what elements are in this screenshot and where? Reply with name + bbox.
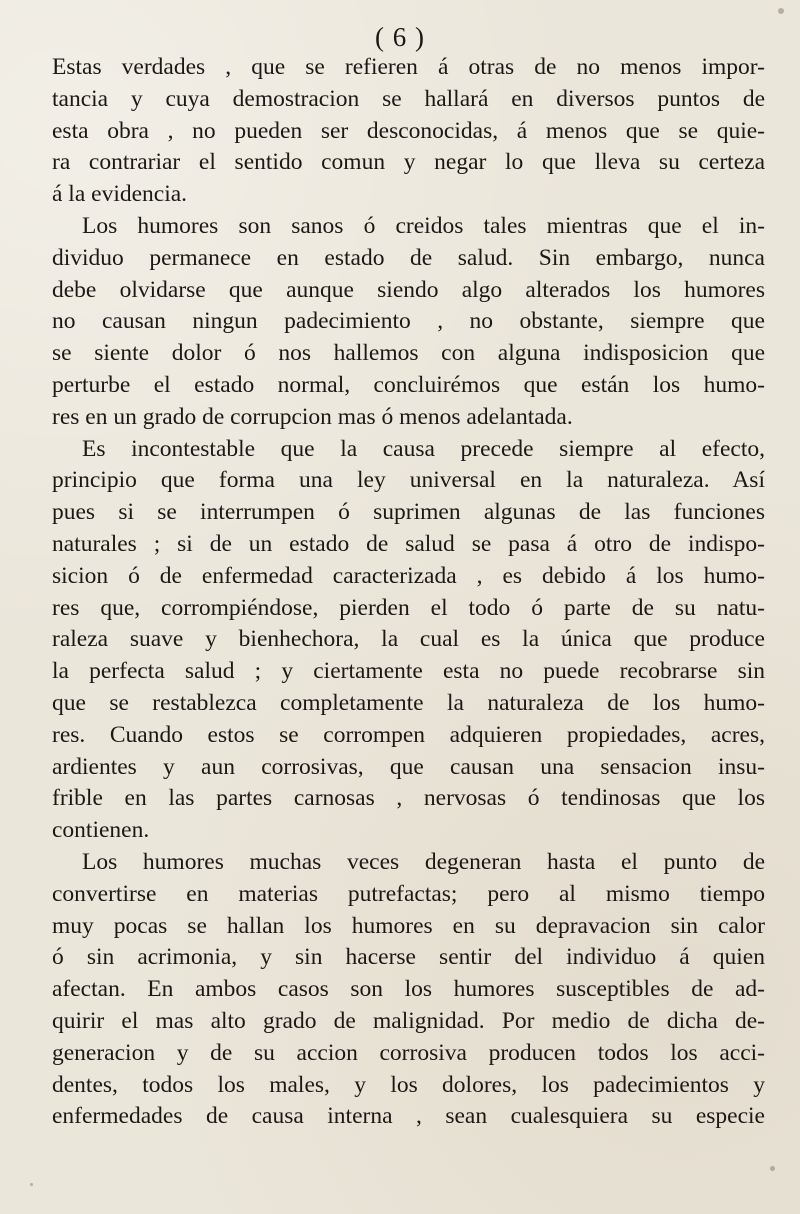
paragraph-start-line: Los humores son sanos ó creidos tales mientras que el in- — [82, 212, 765, 239]
paragraph-end-line: contienen. — [52, 817, 150, 844]
text-line: convertirse en materias putrefactas; pero al mismo tiempo — [52, 880, 765, 907]
text-line: debe olvidarse que aunque siendo algo alterados los humores — [52, 276, 765, 303]
text-line: afectan. En ambos casos son los humores susceptibles de ad- — [52, 976, 765, 1003]
text-line: se siente dolor ó nos hallemos con alguna indisposicion que — [52, 340, 765, 367]
text-line: quirir el mas alto grado de malignidad. Por medio de dicha de- — [52, 1007, 765, 1034]
text-line: res. Cuando estos se corrompen adquieren propiedades, acres, — [52, 721, 765, 748]
text-line: esta obra , no pueden ser desconocidas, á menos que se quie- — [52, 117, 765, 144]
text-line: frible en las partes carnosas , nervosas ó tendinosas que los — [52, 785, 765, 812]
paragraph-start-line: Los humores muchas veces degeneran hasta el punto de — [82, 848, 765, 875]
paragraph-end-line: á la evidencia. — [52, 181, 188, 208]
text-line: no causan ningun padecimiento , no obstante, siempre que — [52, 308, 765, 335]
text-line: ó sin acrimonia, y sin hacerse sentir del individuo á quien — [52, 944, 765, 971]
text-line: principio que forma una ley universal en la naturaleza. Así — [52, 467, 765, 494]
text-line: dividuo permanece en estado de salud. Sin embargo, nunca — [52, 244, 765, 271]
text-line: sicion ó de enfermedad caracterizada , es debido á los humo- — [52, 562, 765, 589]
text-line: Estas verdades , que se refieren á otras de no menos impor- — [52, 54, 765, 80]
text-line: que se restablezca completamente la naturaleza de los humo- — [52, 689, 765, 716]
text-line: perturbe el estado normal, concluirémos que están los humo- — [52, 371, 765, 398]
text-line: la perfecta salud ; y ciertamente esta no puede recobrarse sin — [52, 658, 765, 685]
paper-speck — [770, 1166, 775, 1171]
text-line: ardientes y aun corrosivas, que causan una sensacion insu- — [52, 753, 765, 780]
text-line: pues si se interrumpen ó suprimen algunas de las funciones — [52, 499, 765, 526]
text-line: dentes, todos los males, y los dolores, los padecimientos y — [52, 1071, 765, 1098]
body-text — [52, 52, 765, 1133]
text-line: naturales ; si de un estado de salud se pasa á otro de indispo- — [52, 530, 765, 557]
paragraph-end-line: res en un grado de corrupcion mas ó menos adelantada. — [52, 403, 573, 430]
paper-speck — [778, 8, 784, 14]
paper-speck — [30, 1183, 33, 1186]
paragraph-start-line: Es incontestable que la causa precede siempre al efecto, — [82, 435, 765, 462]
text-line: raleza suave y bienhechora, la cual es la única que produce — [52, 626, 765, 653]
text-line: ra contrariar el sentido comun y negar lo que lleva su certeza — [52, 149, 765, 176]
text-line: res que, corrompiéndose, pierden el todo ó parte de su natu- — [52, 594, 765, 621]
text-line: tancia y cuya demostracion se hallará en diversos puntos de — [52, 85, 765, 112]
text-line: muy pocas se hallan los humores en su depravacion sin calor — [52, 912, 765, 939]
text-line: enfermedades de causa interna , sean cualesquiera su especie — [52, 1103, 765, 1130]
text-line: generacion y de su accion corrosiva producen todos los acci- — [52, 1039, 765, 1066]
page-number: ( 6 ) — [375, 22, 425, 52]
